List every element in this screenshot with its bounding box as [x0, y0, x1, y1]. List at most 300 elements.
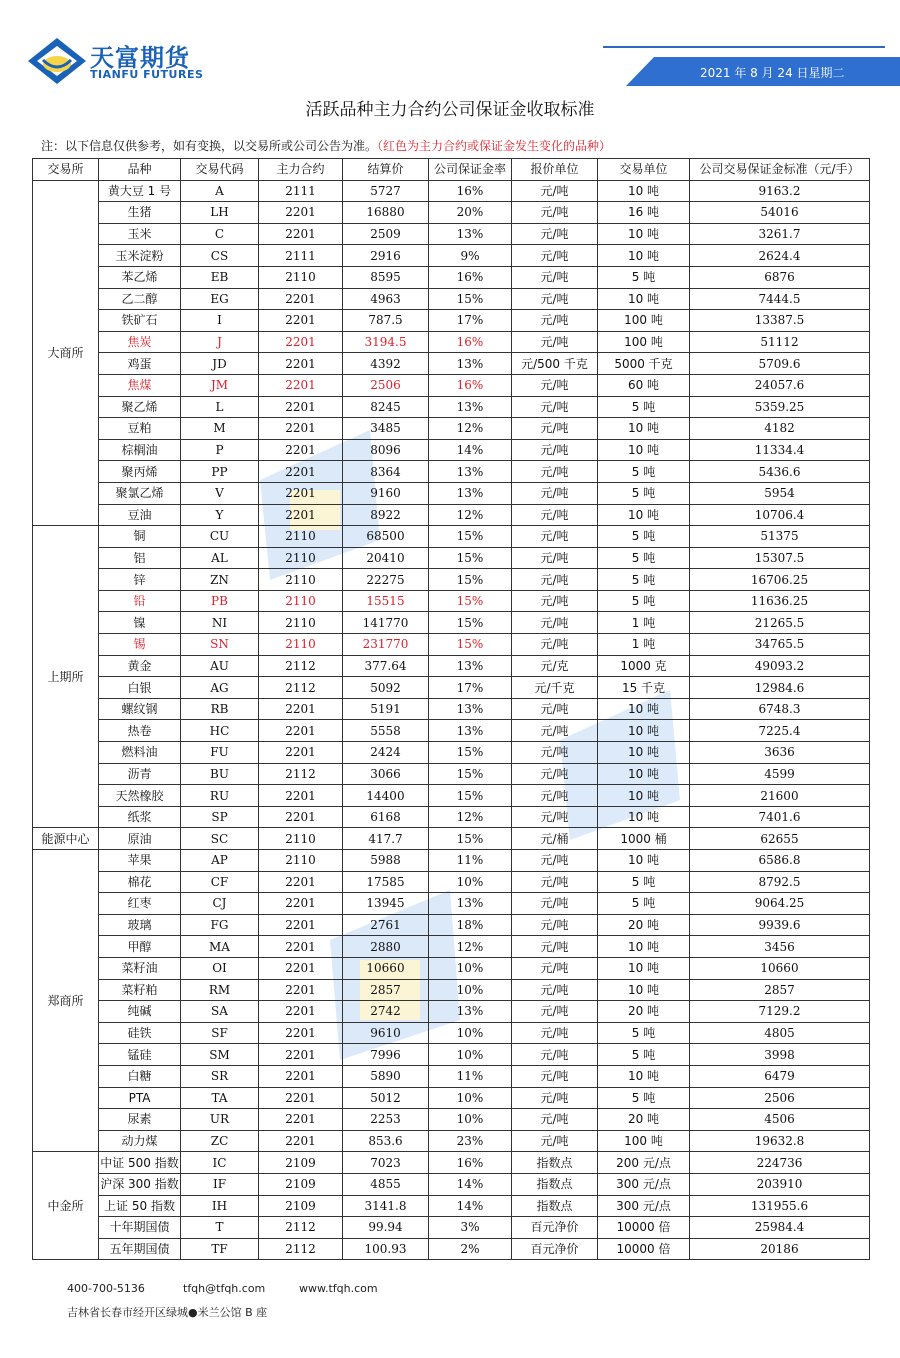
product-name-cell: 锡: [99, 634, 181, 656]
margin-rate-cell: 13%: [429, 396, 512, 418]
quote-unit-cell: 指数点: [512, 1173, 598, 1195]
main-contract-cell: 2112: [259, 763, 343, 785]
margin-rate-cell: 10%: [429, 1022, 512, 1044]
settle-price-cell: 8245: [343, 396, 429, 418]
product-code-cell: HC: [181, 720, 259, 742]
quote-unit-cell: 元/吨: [512, 720, 598, 742]
disclaimer-note: [41, 137, 611, 154]
margin-standard-cell: 34765.5: [690, 634, 870, 656]
settle-price-cell: 17585: [343, 871, 429, 893]
quote-unit-cell: 元/吨: [512, 763, 598, 785]
margin-standard-cell: 3456: [690, 936, 870, 958]
product-code-cell: CU: [181, 526, 259, 548]
margin-rate-cell: 14%: [429, 439, 512, 461]
settle-price-cell: 68500: [343, 526, 429, 548]
main-contract-cell: 2201: [259, 785, 343, 807]
table-row: [33, 957, 870, 979]
settle-price-cell: 377.64: [343, 655, 429, 677]
trade-unit-cell: 5 吨: [598, 871, 690, 893]
product-name-cell: 生猪: [99, 202, 181, 224]
settle-price-cell: 9610: [343, 1022, 429, 1044]
settle-price-cell: 2880: [343, 936, 429, 958]
margin-rate-cell: 10%: [429, 871, 512, 893]
margin-standard-cell: 2506: [690, 1087, 870, 1109]
product-name-cell: 十年期国债: [99, 1217, 181, 1239]
table-row: [33, 1087, 870, 1109]
main-contract-cell: 2201: [259, 957, 343, 979]
settle-price-cell: 8922: [343, 504, 429, 526]
main-contract-cell: 2109: [259, 1173, 343, 1195]
quote-unit-cell: 元/吨: [512, 418, 598, 440]
trade-unit-cell: 300 元/点: [598, 1173, 690, 1195]
table-row: [33, 1022, 870, 1044]
quote-unit-cell: 元/吨: [512, 698, 598, 720]
quote-unit-cell: 元/吨: [512, 439, 598, 461]
margin-standard-cell: 6479: [690, 1065, 870, 1087]
trade-unit-cell: 5 吨: [598, 893, 690, 915]
product-name-cell: 原油: [99, 828, 181, 850]
table-row: [33, 1001, 870, 1023]
product-code-cell: I: [181, 310, 259, 332]
product-code-cell: CJ: [181, 893, 259, 915]
margin-standard-cell: 11636.25: [690, 590, 870, 612]
table-row: [33, 1065, 870, 1087]
product-code-cell: SA: [181, 1001, 259, 1023]
quote-unit-cell: 元/吨: [512, 180, 598, 202]
margin-standard-cell: 5436.6: [690, 461, 870, 483]
main-contract-cell: 2201: [259, 504, 343, 526]
margin-standard-cell: 62655: [690, 828, 870, 850]
main-contract-cell: 2201: [259, 1087, 343, 1109]
margin-rate-cell: 15%: [429, 634, 512, 656]
product-name-cell: 白银: [99, 677, 181, 699]
product-name-cell: 黄大豆 1 号: [99, 180, 181, 202]
table-row: [33, 180, 870, 202]
settle-price-cell: 5988: [343, 850, 429, 872]
table-row: [33, 936, 870, 958]
margin-rate-cell: 15%: [429, 763, 512, 785]
settle-price-cell: 10660: [343, 957, 429, 979]
product-name-cell: 甲醇: [99, 936, 181, 958]
trade-unit-cell: 5 吨: [598, 396, 690, 418]
margin-rate-cell: 15%: [429, 612, 512, 634]
product-name-cell: 豆油: [99, 504, 181, 526]
quote-unit-cell: 元/吨: [512, 504, 598, 526]
margin-rate-cell: 2%: [429, 1238, 512, 1260]
table-row: [33, 850, 870, 872]
trade-unit-cell: 5 吨: [598, 461, 690, 483]
main-contract-cell: 2112: [259, 655, 343, 677]
trade-unit-cell: 10 吨: [598, 180, 690, 202]
margin-rate-cell: 15%: [429, 569, 512, 591]
table-row: [33, 461, 870, 483]
footer-phone: 400-700-5136: [67, 1282, 145, 1295]
table-row: [33, 590, 870, 612]
margin-rate-cell: 13%: [429, 1001, 512, 1023]
product-code-cell: L: [181, 396, 259, 418]
table-row: [33, 504, 870, 526]
col-margin-standard: 公司交易保证金标准（元/手）: [690, 159, 870, 181]
quote-unit-cell: 元/吨: [512, 266, 598, 288]
main-contract-cell: 2201: [259, 331, 343, 353]
main-contract-cell: 2201: [259, 742, 343, 764]
product-name-cell: 焦炭: [99, 331, 181, 353]
product-code-cell: FG: [181, 914, 259, 936]
product-name-cell: 铜: [99, 526, 181, 548]
product-code-cell: LH: [181, 202, 259, 224]
margin-rate-cell: 14%: [429, 1173, 512, 1195]
settle-price-cell: 2742: [343, 1001, 429, 1023]
settle-price-cell: 3141.8: [343, 1195, 429, 1217]
product-code-cell: SF: [181, 1022, 259, 1044]
trade-unit-cell: 16 吨: [598, 202, 690, 224]
table-row: [33, 482, 870, 504]
footer-address: 吉林省长春市经开区绿城●米兰公馆 B 座: [67, 1306, 268, 1319]
table-row: [33, 1152, 870, 1174]
main-contract-cell: 2201: [259, 1001, 343, 1023]
settle-price-cell: 417.7: [343, 828, 429, 850]
margin-standard-cell: 7444.5: [690, 288, 870, 310]
quote-unit-cell: 元/吨: [512, 1022, 598, 1044]
product-name-cell: 上证 50 指数: [99, 1195, 181, 1217]
product-name-cell: 鸡蛋: [99, 353, 181, 375]
table-row: [33, 245, 870, 267]
margin-rate-cell: 16%: [429, 331, 512, 353]
product-name-cell: 铅: [99, 590, 181, 612]
margin-standard-cell: 8792.5: [690, 871, 870, 893]
settle-price-cell: 22275: [343, 569, 429, 591]
table-row: [33, 1109, 870, 1131]
trade-unit-cell: 5 吨: [598, 526, 690, 548]
product-name-cell: 豆粕: [99, 418, 181, 440]
product-code-cell: SN: [181, 634, 259, 656]
trade-unit-cell: 20 吨: [598, 1001, 690, 1023]
main-contract-cell: 2110: [259, 590, 343, 612]
main-contract-cell: 2201: [259, 1130, 343, 1152]
table-row: [33, 655, 870, 677]
product-code-cell: SM: [181, 1044, 259, 1066]
trade-unit-cell: 10 吨: [598, 979, 690, 1001]
trade-unit-cell: 10 吨: [598, 850, 690, 872]
main-contract-cell: 2110: [259, 547, 343, 569]
product-code-cell: JD: [181, 353, 259, 375]
quote-unit-cell: 元/吨: [512, 396, 598, 418]
main-contract-cell: 2201: [259, 223, 343, 245]
margin-standard-cell: 10660: [690, 957, 870, 979]
quote-unit-cell: 元/吨: [512, 1087, 598, 1109]
product-name-cell: 棕榈油: [99, 439, 181, 461]
trade-unit-cell: 5 吨: [598, 590, 690, 612]
product-code-cell: RM: [181, 979, 259, 1001]
margin-standard-cell: 4805: [690, 1022, 870, 1044]
col-product: 品种: [99, 159, 181, 181]
settle-price-cell: 5191: [343, 698, 429, 720]
exchange-cell: 中金所: [33, 1152, 99, 1260]
quote-unit-cell: 元/吨: [512, 1130, 598, 1152]
product-code-cell: AP: [181, 850, 259, 872]
exchange-cell: 上期所: [33, 526, 99, 828]
settle-price-cell: 2506: [343, 374, 429, 396]
margin-rate-cell: 13%: [429, 698, 512, 720]
main-contract-cell: 2201: [259, 720, 343, 742]
product-name-cell: 天然橡胶: [99, 785, 181, 807]
product-name-cell: 菜籽油: [99, 957, 181, 979]
quote-unit-cell: 百元净价: [512, 1217, 598, 1239]
trade-unit-cell: 100 吨: [598, 310, 690, 332]
quote-unit-cell: 元/吨: [512, 569, 598, 591]
footer-website[interactable]: www.tfqh.com: [299, 1282, 378, 1295]
margin-rate-cell: 16%: [429, 374, 512, 396]
main-contract-cell: 2110: [259, 850, 343, 872]
main-contract-cell: 2111: [259, 245, 343, 267]
table-row: [33, 979, 870, 1001]
product-code-cell: AG: [181, 677, 259, 699]
settle-price-cell: 6168: [343, 806, 429, 828]
quote-unit-cell: 元/吨: [512, 547, 598, 569]
exchange-cell: 郑商所: [33, 850, 99, 1152]
table-row: [33, 698, 870, 720]
table-body: [33, 180, 870, 1260]
table-row: [33, 1173, 870, 1195]
trade-unit-cell: 1000 克: [598, 655, 690, 677]
table-row: [33, 547, 870, 569]
settle-price-cell: 13945: [343, 893, 429, 915]
margin-standard-cell: 5359.25: [690, 396, 870, 418]
trade-unit-cell: 10 吨: [598, 957, 690, 979]
trade-unit-cell: 10 吨: [598, 439, 690, 461]
product-code-cell: RU: [181, 785, 259, 807]
margin-standard-cell: 5709.6: [690, 353, 870, 375]
report-date: 2021 年 8 月 24 日星期二: [700, 66, 845, 80]
margin-standard-cell: 16706.25: [690, 569, 870, 591]
main-contract-cell: 2201: [259, 871, 343, 893]
quote-unit-cell: 元/千克: [512, 677, 598, 699]
trade-unit-cell: 1 吨: [598, 612, 690, 634]
product-name-cell: 白糖: [99, 1065, 181, 1087]
quote-unit-cell: 元/吨: [512, 223, 598, 245]
quote-unit-cell: 元/吨: [512, 785, 598, 807]
product-name-cell: 棉花: [99, 871, 181, 893]
margin-rate-cell: 11%: [429, 1065, 512, 1087]
table-row: [33, 720, 870, 742]
margin-standard-cell: 49093.2: [690, 655, 870, 677]
table-row: [33, 634, 870, 656]
product-name-cell: PTA: [99, 1087, 181, 1109]
main-contract-cell: 2201: [259, 396, 343, 418]
product-name-cell: 沪深 300 指数: [99, 1173, 181, 1195]
col-code: 交易代码: [181, 159, 259, 181]
margin-standard-cell: 19632.8: [690, 1130, 870, 1152]
table-row: [33, 785, 870, 807]
main-contract-cell: 2201: [259, 806, 343, 828]
quote-unit-cell: 元/吨: [512, 482, 598, 504]
product-name-cell: 纯碱: [99, 1001, 181, 1023]
table-row: [33, 914, 870, 936]
margin-rate-cell: 10%: [429, 1087, 512, 1109]
table-row: [33, 1130, 870, 1152]
table-row: [33, 569, 870, 591]
margin-standard-cell: 224736: [690, 1152, 870, 1174]
margin-standard-cell: 9064.25: [690, 893, 870, 915]
product-code-cell: SC: [181, 828, 259, 850]
product-code-cell: A: [181, 180, 259, 202]
exchange-cell: 大商所: [33, 180, 99, 526]
product-name-cell: 锰硅: [99, 1044, 181, 1066]
product-code-cell: SR: [181, 1065, 259, 1087]
trade-unit-cell: 10 吨: [598, 720, 690, 742]
trade-unit-cell: 10000 倍: [598, 1238, 690, 1260]
margin-rate-cell: 13%: [429, 461, 512, 483]
margin-standard-cell: 4182: [690, 418, 870, 440]
trade-unit-cell: 60 吨: [598, 374, 690, 396]
product-code-cell: IH: [181, 1195, 259, 1217]
main-contract-cell: 2201: [259, 914, 343, 936]
product-code-cell: M: [181, 418, 259, 440]
product-name-cell: 热卷: [99, 720, 181, 742]
trade-unit-cell: 5 吨: [598, 1087, 690, 1109]
main-contract-cell: 2109: [259, 1195, 343, 1217]
margin-standard-cell: 15307.5: [690, 547, 870, 569]
margin-standard-cell: 6876: [690, 266, 870, 288]
product-name-cell: 玉米淀粉: [99, 245, 181, 267]
quote-unit-cell: 元/吨: [512, 806, 598, 828]
product-code-cell: BU: [181, 763, 259, 785]
margin-rate-cell: 11%: [429, 850, 512, 872]
quote-unit-cell: 元/吨: [512, 1109, 598, 1131]
quote-unit-cell: 元/吨: [512, 1001, 598, 1023]
table-row: [33, 331, 870, 353]
settle-price-cell: 787.5: [343, 310, 429, 332]
col-trade-unit: 交易单位: [598, 159, 690, 181]
product-code-cell: UR: [181, 1109, 259, 1131]
quote-unit-cell: 元/吨: [512, 871, 598, 893]
product-name-cell: 锌: [99, 569, 181, 591]
settle-price-cell: 14400: [343, 785, 429, 807]
quote-unit-cell: 元/吨: [512, 850, 598, 872]
quote-unit-cell: 元/吨: [512, 288, 598, 310]
main-contract-cell: 2110: [259, 266, 343, 288]
trade-unit-cell: 10 吨: [598, 288, 690, 310]
trade-unit-cell: 5 吨: [598, 569, 690, 591]
settle-price-cell: 20410: [343, 547, 429, 569]
product-name-cell: 五年期国债: [99, 1238, 181, 1260]
settle-price-cell: 5727: [343, 180, 429, 202]
margin-standard-cell: 11334.4: [690, 439, 870, 461]
quote-unit-cell: 元/吨: [512, 936, 598, 958]
settle-price-cell: 3066: [343, 763, 429, 785]
quote-unit-cell: 元/桶: [512, 828, 598, 850]
trade-unit-cell: 100 吨: [598, 1130, 690, 1152]
main-contract-cell: 2112: [259, 677, 343, 699]
main-contract-cell: 2201: [259, 1109, 343, 1131]
trade-unit-cell: 300 元/点: [598, 1195, 690, 1217]
table-row: [33, 374, 870, 396]
product-code-cell: PB: [181, 590, 259, 612]
table-row: [33, 202, 870, 224]
main-contract-cell: 2111: [259, 180, 343, 202]
trade-unit-cell: 20 吨: [598, 1109, 690, 1131]
quote-unit-cell: 元/吨: [512, 331, 598, 353]
table-header-row: [33, 159, 870, 181]
product-code-cell: RB: [181, 698, 259, 720]
margin-rate-cell: 9%: [429, 245, 512, 267]
margin-standard-cell: 9163.2: [690, 180, 870, 202]
quote-unit-cell: 元/克: [512, 655, 598, 677]
table-row: [33, 871, 870, 893]
quote-unit-cell: 元/吨: [512, 310, 598, 332]
product-code-cell: J: [181, 331, 259, 353]
table-row: [33, 266, 870, 288]
footer-email[interactable]: tfqh@tfqh.com: [183, 1282, 266, 1295]
trade-unit-cell: 10 吨: [598, 936, 690, 958]
product-name-cell: 燃料油: [99, 742, 181, 764]
product-code-cell: ZN: [181, 569, 259, 591]
table-row: [33, 806, 870, 828]
product-name-cell: 聚乙烯: [99, 396, 181, 418]
product-code-cell: CS: [181, 245, 259, 267]
margin-rate-cell: 20%: [429, 202, 512, 224]
margin-rate-cell: 3%: [429, 1217, 512, 1239]
margin-rate-cell: 10%: [429, 1044, 512, 1066]
product-name-cell: 铝: [99, 547, 181, 569]
margin-rate-cell: 15%: [429, 828, 512, 850]
trade-unit-cell: 5 吨: [598, 482, 690, 504]
quote-unit-cell: 元/吨: [512, 590, 598, 612]
trade-unit-cell: 5 吨: [598, 1044, 690, 1066]
trade-unit-cell: 20 吨: [598, 914, 690, 936]
margin-rate-cell: 15%: [429, 590, 512, 612]
table-row: [33, 418, 870, 440]
margin-rate-cell: 16%: [429, 266, 512, 288]
product-code-cell: SP: [181, 806, 259, 828]
trade-unit-cell: 5 吨: [598, 547, 690, 569]
main-contract-cell: 2201: [259, 374, 343, 396]
margin-standard-cell: 4506: [690, 1109, 870, 1131]
header-rule: [603, 46, 885, 48]
trade-unit-cell: 10 吨: [598, 763, 690, 785]
tianfu-logo-icon: [26, 36, 88, 86]
table-row: [33, 1217, 870, 1239]
trade-unit-cell: 5000 千克: [598, 353, 690, 375]
product-name-cell: 螺纹钢: [99, 698, 181, 720]
margin-rate-cell: 16%: [429, 1152, 512, 1174]
main-contract-cell: 2201: [259, 936, 343, 958]
margin-standard-cell: 20186: [690, 1238, 870, 1260]
product-code-cell: V: [181, 482, 259, 504]
product-name-cell: 乙二醇: [99, 288, 181, 310]
quote-unit-cell: 元/吨: [512, 526, 598, 548]
table-row: [33, 353, 870, 375]
settle-price-cell: 5092: [343, 677, 429, 699]
trade-unit-cell: 5 吨: [598, 266, 690, 288]
main-contract-cell: 2109: [259, 1152, 343, 1174]
table-row: [33, 1195, 870, 1217]
trade-unit-cell: 10 吨: [598, 785, 690, 807]
trade-unit-cell: 10 吨: [598, 742, 690, 764]
settle-price-cell: 7023: [343, 1152, 429, 1174]
product-code-cell: TA: [181, 1087, 259, 1109]
margin-standard-cell: 131955.6: [690, 1195, 870, 1217]
page-title: 活跃品种主力合约公司保证金收取标准: [305, 100, 595, 120]
product-code-cell: EG: [181, 288, 259, 310]
settle-price-cell: 2253: [343, 1109, 429, 1131]
quote-unit-cell: 指数点: [512, 1152, 598, 1174]
main-contract-cell: 2201: [259, 418, 343, 440]
table-row: [33, 310, 870, 332]
brand-name-cn: 天富期货: [90, 44, 190, 72]
margin-standard-cell: 54016: [690, 202, 870, 224]
margin-rate-cell: 13%: [429, 893, 512, 915]
